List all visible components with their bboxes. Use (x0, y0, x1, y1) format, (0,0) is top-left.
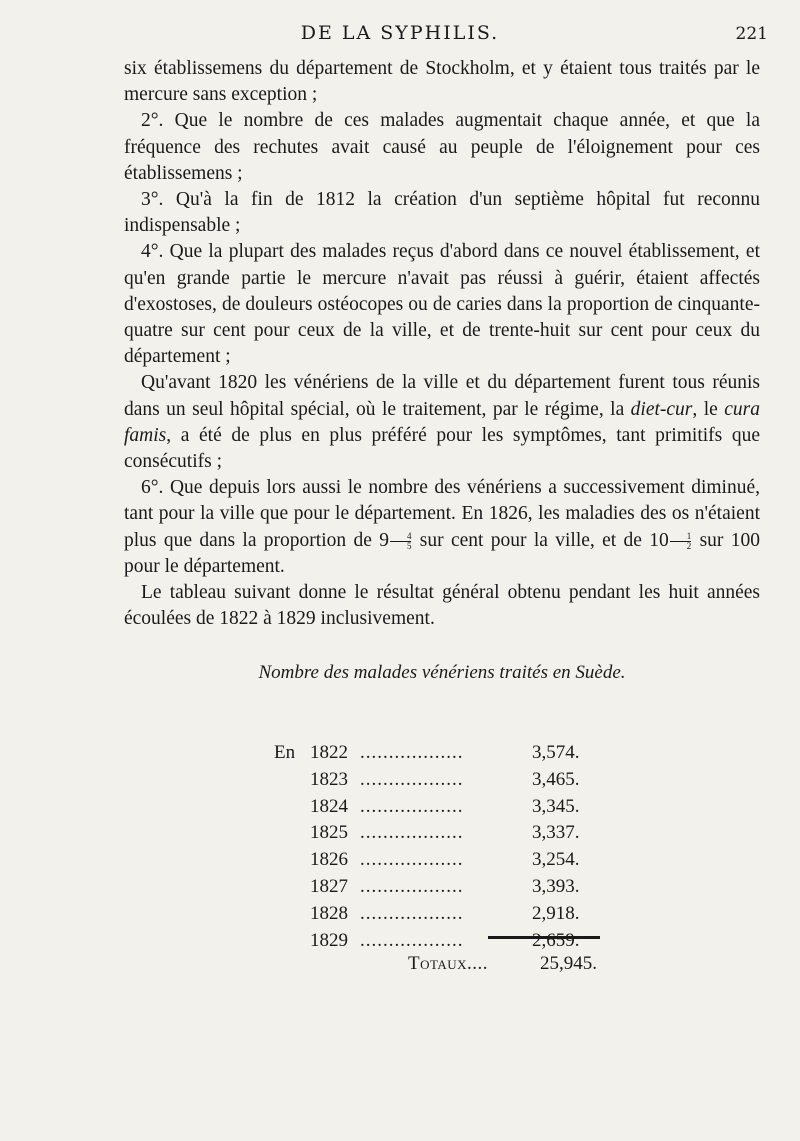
row-year: 1824 (310, 795, 348, 817)
table-row (274, 794, 614, 821)
p6-text-c: sur 100 pour le département. (124, 529, 760, 577)
table-row (274, 767, 614, 794)
fraction-numerator: 4 (390, 532, 412, 542)
row-leader-dots: .................. (360, 795, 464, 817)
p6-text-b: sur cent pour la ville, et de 10 (412, 529, 669, 551)
p6-text-a: 6°. Que depuis lors aussi le nombre des vénériens a successivement diminué, tant pour la ville que pour le département. En 1826, les maladies des os n'étaient plus que dans la proportion de 9 (124, 477, 760, 551)
row-year: 1825 (310, 822, 348, 844)
row-year: 1829 (310, 929, 348, 951)
row-year: 1827 (310, 875, 348, 897)
p5-italic-cura-famis: cura famis (124, 398, 760, 446)
row-leader-dots: .................. (360, 902, 464, 924)
paragraph-point-2: 2°. Que le nombre de ces malades augmentait chaque année, et que la fréquence des rechutes avait causé au peuple de l'éloignement pour ces établissemens ; (124, 110, 760, 184)
row-leader-dots: .................. (360, 875, 464, 897)
total-rule (488, 936, 600, 939)
row-leader-dots: .................. (360, 742, 464, 763)
paragraph-table-intro: Le tableau suivant donne le résultat général obtenu pendant les huit années écoulées de 1822 à 1829 inclusivement. (124, 582, 760, 630)
row-year: 1822 (310, 742, 348, 763)
paragraph-point-3: 3°. Qu'à la fin de 1812 la création d'un septième hôpital fut reconnu indispensable ; (124, 189, 760, 237)
fraction-denominator: 5 (406, 540, 412, 551)
page-header (0, 22, 800, 52)
page-number: 221 (735, 24, 768, 44)
row-leader-dots: .................. (360, 768, 464, 790)
p5-text-a: Qu'avant 1820 les vénériens de la ville et du département furent tous réunis dans un seul hôpital spécial, où le traitement, par le régime, la (124, 372, 760, 420)
row-prefix: En (274, 742, 296, 763)
paragraph-continuation: six établissemens du département de Stockholm, et y étaient tous traités par le mercure sans exception ; (124, 58, 760, 106)
paragraph-point-5 (124, 370, 760, 475)
table-row (274, 901, 614, 928)
row-leader-dots: .................. (360, 822, 464, 844)
total-row (408, 950, 648, 978)
row-year: 1823 (310, 768, 348, 790)
body-text (124, 56, 760, 632)
row-year: 1826 (310, 849, 348, 871)
paragraph-point-4: 4°. Que la plupart des malades reçus d'abord dans ce nouvel établissement, et qu'en grande partie le mercure n'avait pas réussi à guérir, étaient affectés d'exostoses, de douleurs ostéocopes ou de caries dans la proportion de cinquante-quatre sur cent pour ceux de la ville, et de trente-huit sur cent pour ceux du département ; (124, 241, 760, 368)
fraction-denominator: 2 (686, 540, 692, 551)
paragraph-point-6 (124, 475, 760, 580)
fraction-numerator: 1 (670, 532, 692, 542)
running-title: DE LA SYPHILIS. (300, 22, 500, 44)
row-leader-dots: .................. (360, 849, 464, 871)
row-leader-dots: .................. (360, 929, 464, 951)
row-value: 3,345. (532, 795, 580, 817)
row-value: 3,254. (532, 849, 580, 871)
table-row (274, 740, 614, 767)
table-row (274, 820, 614, 847)
table-row (274, 847, 614, 874)
total-label: Totaux.... (408, 953, 489, 974)
row-value: 3,465. (532, 768, 580, 790)
row-value: 2,659. (532, 929, 580, 951)
fraction-one-half (670, 532, 692, 551)
fraction-four-fifths (390, 532, 412, 551)
row-value: 3,574. (532, 742, 580, 763)
row-value: 2,918. (532, 902, 580, 924)
table-title: Nombre des malades vénériens traités en Suède. (258, 662, 626, 683)
p5-text-c: , a été de plus en plus préféré pour les symptômes, tant primitifs que consécutifs ; (124, 424, 760, 473)
p5-italic-diet-cur: diet-cur (630, 398, 693, 420)
p5-text-b: , le (692, 398, 725, 420)
total-value: 25,945. (540, 953, 597, 974)
row-value: 3,337. (532, 822, 580, 844)
row-year: 1828 (310, 902, 348, 924)
row-value: 3,393. (532, 875, 580, 897)
patients-table (274, 740, 614, 954)
table-row (274, 874, 614, 901)
